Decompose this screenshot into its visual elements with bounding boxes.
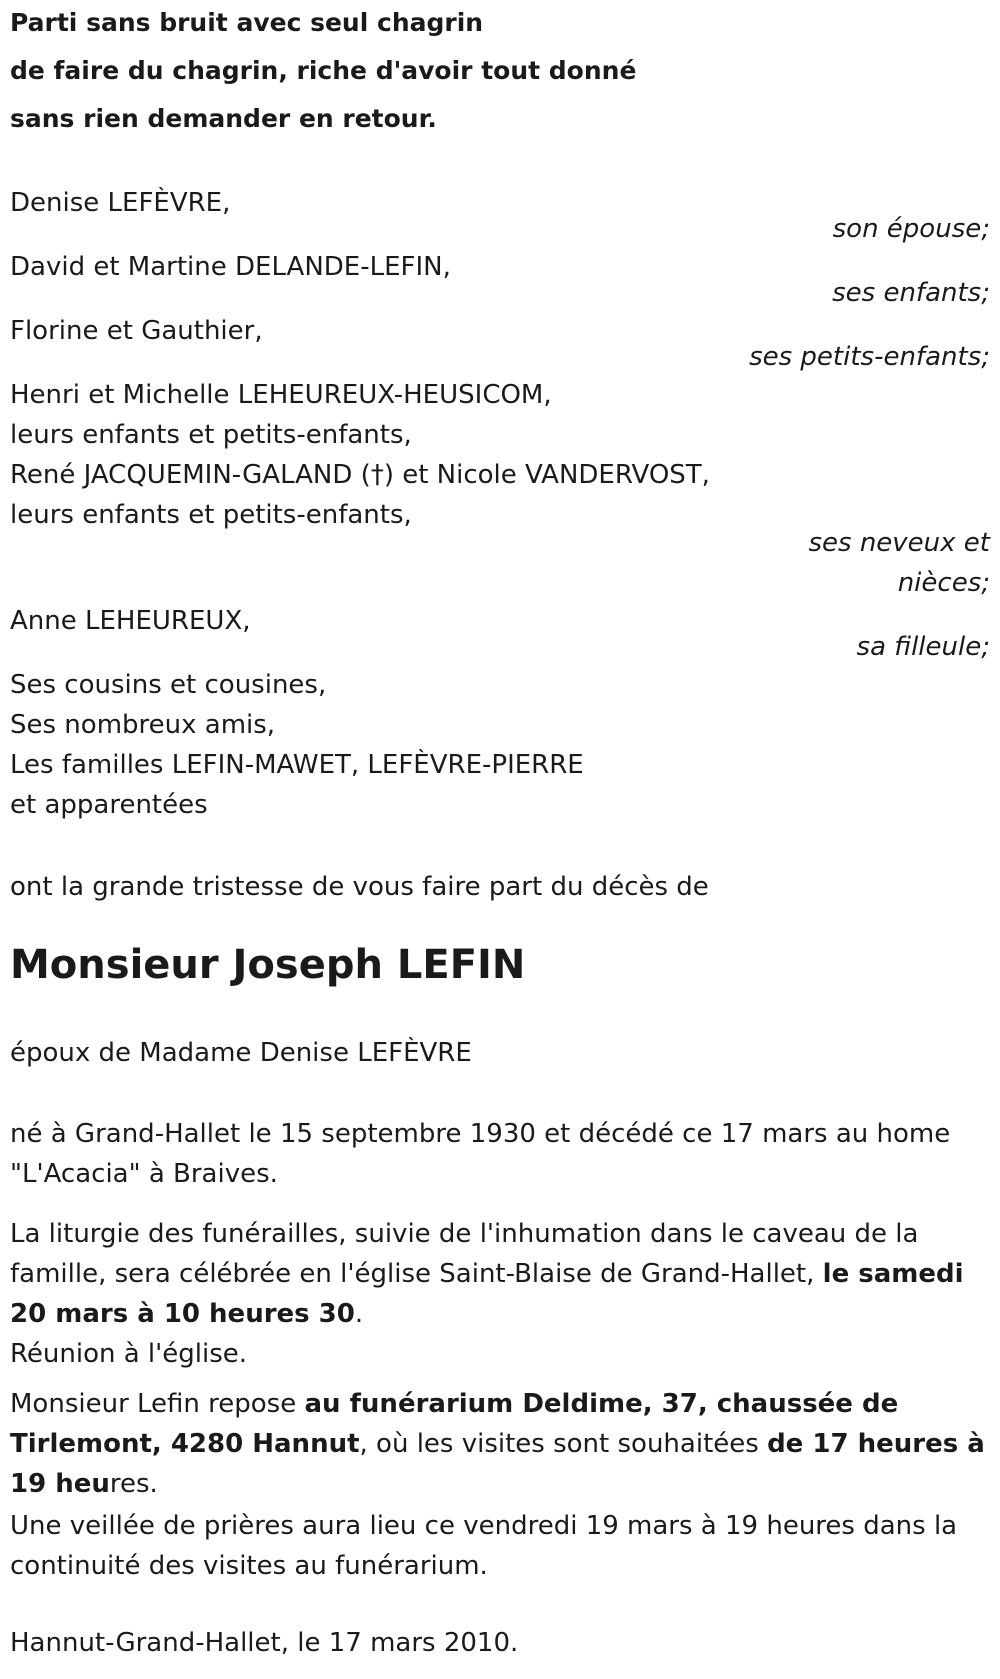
others-line-1: Ses cousins et cousines, <box>10 670 327 700</box>
birth-death: né à Grand-Hallet le 15 septembre 1930 et décédé ce 17 mars au home "L'Acacia" à Braives. <box>10 1119 951 1189</box>
goddaughter-role: sa filleule; <box>856 632 990 662</box>
liturgy-paragraph <box>10 1214 990 1334</box>
epigraph-line-2: de faire du chagrin, riche d'avoir tout donné <box>10 56 637 85</box>
repose-text-3: res. <box>109 1469 158 1499</box>
liturgy-end: . <box>354 1299 364 1329</box>
vigil: Une veillée de prières aura lieu ce vendredi 19 mars à 19 heures dans la continuité des visites au funérarium. <box>10 1511 958 1581</box>
place-date: Hannut-Grand-Hallet, le 17 mars 2010. <box>10 1628 519 1658</box>
goddaughter-name: Anne LEHEUREUX, <box>10 606 251 636</box>
epigraph-line-1: Parti sans bruit avec seul chagrin <box>10 8 484 37</box>
nephews-line-3: René JACQUEMIN-GALAND (†) et Nicole VANDERVOST, <box>10 460 710 490</box>
repose-text-2: , où les visites sont souhaitées <box>359 1429 768 1459</box>
liturgy-text: La liturgie des funérailles, suivie de l'inhumation dans le caveau de la famille, sera célébrée en l'église Saint-Blaise de Grand-Hallet, <box>10 1219 919 1289</box>
deceased-name: Monsieur Joseph LEFIN <box>10 942 526 988</box>
nephews-line-4: leurs enfants et petits-enfants, <box>10 500 412 530</box>
spouse-name: Denise LEFÈVRE, <box>10 188 231 218</box>
nephews-line-2: leurs enfants et petits-enfants, <box>10 420 412 450</box>
others-line-2: Ses nombreux amis, <box>10 710 276 740</box>
children-name: David et Martine DELANDE-LEFIN, <box>10 252 451 282</box>
repose-location: au funérarium Deldime, 37, chaussée de Tirlemont, 4280 Hannut <box>10 1389 899 1459</box>
repose-paragraph <box>10 1384 990 1504</box>
others-line-4: et apparentées <box>10 790 208 820</box>
announcement: ont la grande tristesse de vous faire part du décès de <box>10 872 709 902</box>
epigraph-line-3: sans rien demander en retour. <box>10 104 437 133</box>
obituary-page <box>10 0 990 1679</box>
reunion: Réunion à l'église. <box>10 1339 248 1369</box>
children-role: ses enfants; <box>832 278 990 308</box>
nephews-role-2: nièces; <box>897 568 990 598</box>
nephews-line-1: Henri et Michelle LEHEUREUX-HEUSICOM, <box>10 380 552 410</box>
spouse-of: époux de Madame Denise LEFÈVRE <box>10 1038 472 1068</box>
grandchildren-name: Florine et Gauthier, <box>10 316 263 346</box>
nephews-role-1: ses neveux et <box>808 528 990 558</box>
others-line-3: Les familles LEFIN-MAWET, LEFÈVRE-PIERRE <box>10 750 584 780</box>
repose-text-1: Monsieur Lefin repose <box>10 1389 305 1419</box>
spouse-role: son épouse; <box>832 214 990 244</box>
repose-hours: de 17 heures à 19 heu <box>10 1429 985 1499</box>
grandchildren-role: ses petits-enfants; <box>749 342 990 372</box>
liturgy-date: le samedi 20 mars à 10 heures 30 <box>10 1259 964 1329</box>
